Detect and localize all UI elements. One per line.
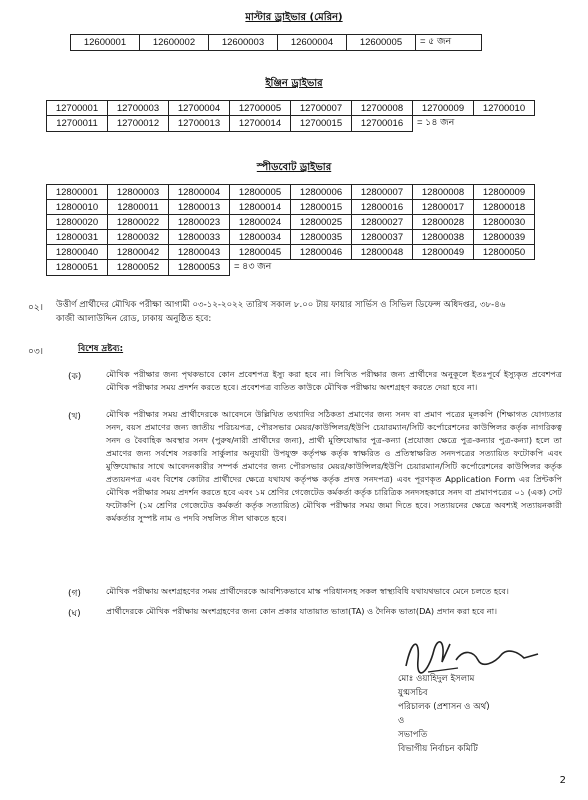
- roll-cell: 12800027: [352, 215, 413, 230]
- roll-cell: 12800046: [291, 245, 352, 260]
- roll-cell: 12800007: [352, 185, 413, 200]
- para-02-line: উত্তীর্ণ প্রার্থীদের মৌখিক পরীক্ষা আগামী ০৩-১২-২০২২ তারিখ সকাল ৮.০০ টায় ফায়ার সার্ভিস ও সিভিল ডিফেন্স অধিদপ্তর, ৩৮-৪৬: [56, 300, 506, 310]
- roll-cell: 12800042: [108, 245, 169, 260]
- signer-name: মোঃ ওয়াহিদুল ইসলাম: [398, 674, 475, 684]
- page-number: 2: [559, 775, 566, 786]
- roll-cell: 12600001: [71, 35, 140, 51]
- roll-cell: 12700007: [291, 101, 352, 116]
- roll-cell: 12800017: [413, 200, 474, 215]
- roll-cell: 12800015: [291, 200, 352, 215]
- roll-cell: 12800013: [169, 200, 230, 215]
- roll-cell: 12800014: [230, 200, 291, 215]
- roll-cell: 12800035: [291, 230, 352, 245]
- roll-cell: 12800033: [169, 230, 230, 245]
- roll-cell: 12600004: [278, 35, 347, 51]
- roll-cell: 12800043: [169, 245, 230, 260]
- roll-cell: 12800051: [47, 260, 108, 276]
- roll-cell: 12800039: [474, 230, 535, 245]
- roll-cell: 12600003: [209, 35, 278, 51]
- roll-cell: 12800016: [352, 200, 413, 215]
- roll-cell: 12800023: [169, 215, 230, 230]
- note-label: (গ): [68, 589, 81, 599]
- roll-cell: 12800006: [291, 185, 352, 200]
- roll-cell: 12800011: [108, 200, 169, 215]
- signer-role: পরিচালক (প্রশাসন ও অর্থ): [398, 702, 490, 712]
- roll-cell: 12700004: [169, 101, 230, 116]
- roll-cell: 12600005: [347, 35, 416, 51]
- roll-cell: 12800030: [474, 215, 535, 230]
- roll-total: = ১৪ জন: [417, 117, 455, 128]
- roll-cell: 12800001: [47, 185, 108, 200]
- note-label: (ক): [68, 372, 82, 382]
- roll-cell: 12700012: [108, 116, 169, 132]
- roll-cell: 12800038: [413, 230, 474, 245]
- roll-cell: 12800048: [352, 245, 413, 260]
- roll-table-speedboat-driver: [46, 184, 535, 276]
- roll-cell: 12800045: [230, 245, 291, 260]
- roll-cell: 12800003: [108, 185, 169, 200]
- roll-cell: 12700003: [108, 101, 169, 116]
- roll-cell: 12800025: [291, 215, 352, 230]
- roll-cell: 12700015: [291, 116, 352, 132]
- roll-total: = ৫ জন: [416, 35, 482, 51]
- signer-conjunction: ও: [398, 716, 405, 726]
- roll-cell: 12800004: [169, 185, 230, 200]
- roll-cell: 12700005: [230, 101, 291, 116]
- roll-cell: 12800009: [474, 185, 535, 200]
- note-text: মৌখিক পরীক্ষায় অংশগ্রহণের সময় প্রার্থীদেরকে আবশ্যিকভাবে মাস্ক পরিধানসহ সকল স্বাস্থ্যবিধি যথাযথভাবে মেনে চলতে হবে।: [106, 586, 509, 596]
- roll-cell: 12800010: [47, 200, 108, 215]
- roll-cell: 12800040: [47, 245, 108, 260]
- section-title-speedboat-driver: স্পীডবোট ড্রাইভার: [256, 162, 332, 173]
- note-text: মৌখিক পরীক্ষার জন্য পৃথকভাবে কোন প্রবেশপত্র ইস্যু করা হবে না। লিখিত পরীক্ষার জন্য প্রার্থীদের অনুকূলে ইতঃপূর্বে ইস্যুকৃত প্রবেশপত্র মৌখিক পরীক্ষার সময় প্রদর্শন করতে হবে। প্রবেশপত্র ব্যতিত কাউকে মৌখিক পরীক্ষায় অংশগ্রহণ করতে দেয়া হবে না।: [106, 369, 562, 392]
- roll-cell: 12800020: [47, 215, 108, 230]
- roll-cell: 12700016: [352, 116, 413, 132]
- roll-cell: 12700014: [230, 116, 291, 132]
- roll-cell: 12800024: [230, 215, 291, 230]
- roll-cell: 12800034: [230, 230, 291, 245]
- para-number-03: ০৩।: [28, 347, 43, 357]
- roll-cell: 12800037: [352, 230, 413, 245]
- para-number-02: ০২।: [28, 303, 43, 313]
- roll-cell: 12800032: [108, 230, 169, 245]
- roll-cell: 12800022: [108, 215, 169, 230]
- roll-cell: 12800005: [230, 185, 291, 200]
- signer-committee: বিভাগীয় নির্বাচন কমিটি: [398, 744, 478, 754]
- roll-cell: 12800031: [47, 230, 108, 245]
- roll-cell: 12800028: [413, 215, 474, 230]
- para-02-text: [56, 298, 562, 326]
- roll-cell: 12800052: [108, 260, 169, 276]
- roll-table-master-driver: [70, 34, 482, 51]
- signer-chair: সভাপতি: [398, 730, 428, 740]
- note-text: মৌখিক পরীক্ষার সময় প্রার্থীদেরকে আবেদনে উল্লিখিত তথ্যাদির সঠিকতা প্রমাণের জন্য সনদ বা প্রমাণ পত্রের মূলকপি (শিক্ষাগত যোগ্যতার সনদ, বয়স প্রমাণের জন্য জাতীয় পরিচয়পত্র, পৌরসভার মেয়র/কাউন্সিলর/ইউপি চেয়ারম্যান/সিটি কর্পোরেশনের কাউন্সিলর কর্তৃক নাগরিকত্ব সনদ ও বৈবাহিক অবস্থার সনদ (পুরুষ/নারী প্রার্থীদের জন্য), প্রার্থী মুক্তিযোদ্ধার পুত্র-কন্যা (প্রযোজ্য ক্ষেত্রে পুত্র-কন্যার পুত্র-কন্যা) হলে তা প্রমাণের জন্য সর্বশেষ সরকারি সার্কুলার অনুযায়ী উপযুক্ত কর্তৃপক্ষ কর্তৃক স্বাক্ষরিত ও প্রতিস্বাক্ষরিত সনদপত্রের সত্যায়িত ফটোকপি এবং মুক্তিযোদ্ধার সাথে আবেদনকারীর সম্পর্ক প্রমাণের জন্য পৌরসভার মেয়র/কাউন্সিলর/ইউপি চেয়ারম্যান/সিটি কর্পোরেশনের কাউন্সিলর কর্তৃক প্রত্যয়নপত্র এবং বিশেষ কোটার প্রার্থীদের ক্ষেত্রে যথাযথ কর্তৃপক্ষ কর্তৃক প্রদত্ত সনদপত্র) এবং পূরণকৃত Application Form এর প্রিন্টকপি মৌখিক পরীক্ষার সময় প্রদর্শন করতে হবে এবং ১ম শ্রেণির গেজেটেড কর্মকর্তা কর্তৃক চারিত্রিক সনদসহকারে সনদ বা প্রমাণপত্রের ০১ (এক) সেট ফটোকপি (১ম শ্রেণির গেজেটেড কর্মকর্তা কর্তৃক সত্যায়িত) মৌখিক পরীক্ষার সময় জমা দিতে হবে। সত্যায়নের ক্ষেত্রে অবশ্যই সত্যায়নকারী কর্মকর্তার সুস্পষ্ট নাম ও পদবি সম্বলিত সীল থাকতে হবে।: [106, 409, 562, 523]
- signature-block: [398, 672, 490, 756]
- roll-cell: 12800008: [413, 185, 474, 200]
- note-label: (খ): [68, 412, 81, 422]
- roll-cell: 12800050: [474, 245, 535, 260]
- roll-cell: 12600002: [140, 35, 209, 51]
- roll-cell: 12800053: [169, 260, 230, 276]
- roll-cell: 12700011: [47, 116, 108, 132]
- roll-cell: 12700010: [474, 101, 535, 116]
- note-text: প্রার্থীদেরকে মৌখিক পরীক্ষায় অংশগ্রহণের জন্য কোন প্রকার যাতায়াত ভাতা(TA) ও দৈনিক ভাতা(DA) প্রদান করা হবে না।: [106, 606, 498, 616]
- note-label: (ঘ): [68, 609, 81, 619]
- signer-title: যুগ্মসচিব: [398, 688, 428, 698]
- section-title-engine-driver: ইঞ্জিন ড্রাইভার: [265, 78, 323, 89]
- roll-cell: 12700013: [169, 116, 230, 132]
- section-title-master-driver: মাস্টার ড্রাইভার (মেরিন): [245, 12, 343, 23]
- special-note-title: বিশেষ দ্রষ্টব্য:: [78, 344, 124, 354]
- roll-cell: 12700009: [413, 101, 474, 116]
- roll-cell: 12700001: [47, 101, 108, 116]
- para-02-line: কাজী আলাউদ্দিন রোড, ঢাকায় অনুষ্ঠিত হবে:: [56, 314, 212, 324]
- roll-total: = ৪৩ জন: [234, 261, 272, 272]
- roll-cell: 12700008: [352, 101, 413, 116]
- roll-cell: 12800049: [413, 245, 474, 260]
- roll-cell: 12800018: [474, 200, 535, 215]
- roll-table-engine-driver: [46, 100, 535, 132]
